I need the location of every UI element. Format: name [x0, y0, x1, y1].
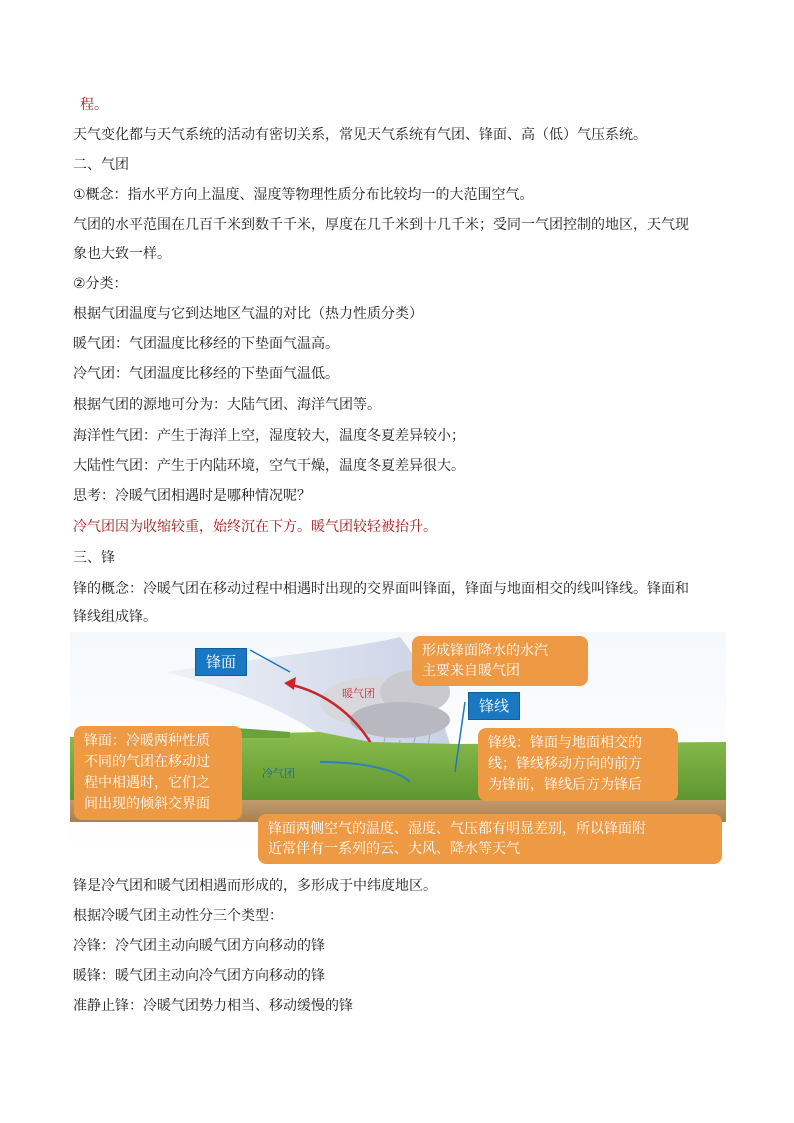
callout-front-line	[478, 728, 678, 801]
paragraph-line: 天气变化都与天气系统的活动有密切关系，常见天气系统有气团、锋面、高（低）气压系统。	[73, 127, 647, 143]
cold-mass-label: 冷气团	[262, 767, 295, 780]
paragraph-line: 大陆性气团：产生于内陆环境，空气干燥，温度冬夏差异很大。	[73, 458, 465, 474]
paragraph-line: 锋线组成锋。	[73, 609, 157, 625]
callout-line: 锋线：锋面与地面相交的	[488, 735, 642, 751]
paragraph-line: ①概念：指水平方向上温度、湿度等物理性质分布比较均一的大范围空气。	[73, 187, 534, 203]
callout-line: 锋面两侧空气的温度、湿度、气压都有明显差别，所以锋面附	[268, 821, 646, 837]
callout-weather	[258, 814, 722, 864]
callout-line: 线；锋线移动方向的前方	[488, 756, 642, 772]
paragraph-line: 冷气团：气团温度比移经的下垫面气温低。	[73, 366, 339, 382]
paragraph-line: 思考：冷暖气团相遇时是哪种情况呢？	[73, 488, 311, 504]
paragraph-line: 锋的概念：冷暖气团在移动过程中相遇时出现的交界面叫锋面，锋面与地面相交的线叫锋线。锋面和	[73, 581, 689, 597]
callout-line: 形成锋面降水的水汽	[422, 643, 548, 659]
paragraph-line: 海洋性气团：产生于海洋上空，湿度较大，温度冬夏差异较小；	[73, 428, 465, 444]
paragraph-line: 准静止锋：冷暖气团势力相当、移动缓慢的锋	[73, 998, 353, 1014]
paragraph-line: 暖锋：暖气团主动向冷气团方向移动的锋	[73, 968, 325, 984]
paragraph-line: 冷气团因为收缩较重，始终沉在下方。暖气团较轻被抬升。	[73, 519, 437, 535]
front-line-label: 锋线	[468, 692, 520, 720]
callout-vapor	[412, 636, 588, 686]
callout-line: 为锋前，锋线后方为锋后	[488, 777, 642, 793]
front-diagram	[70, 632, 726, 862]
paragraph-line: 气团的水平范围在几百千米到数千千米，厚度在几千米到十几千米；受同一气团控制的地区，天气现	[73, 217, 689, 233]
callout-front-surface	[74, 726, 242, 820]
callout-line: 不同的气团在移动过	[84, 754, 210, 770]
callout-line: 间出现的倾斜交界面	[84, 796, 210, 812]
callout-line: 近常伴有一系列的云、大风、降水等天气	[268, 841, 520, 857]
paragraph-line: 象也大致一样。	[73, 246, 171, 262]
paragraph-line: ②分类：	[73, 276, 128, 292]
front-surface-label: 锋面	[195, 648, 247, 676]
warm-mass-label: 暖气团	[342, 687, 375, 700]
paragraph-line: 程。	[80, 97, 108, 113]
callout-line: 程中相遇时，它们之	[84, 775, 210, 791]
paragraph-line: 根据气团的源地可分为：大陆气团、海洋气团等。	[73, 397, 381, 413]
paragraph-line: 冷锋：冷气团主动向暖气团方向移动的锋	[73, 938, 325, 954]
section-heading: 三、锋	[73, 550, 115, 566]
callout-line: 主要来自暖气团	[422, 663, 520, 679]
callout-line: 锋面：冷暖两种性质	[84, 733, 210, 749]
paragraph-line: 暖气团：气团温度比移经的下垫面气温高。	[73, 336, 339, 352]
paragraph-line: 根据冷暖气团主动性分三个类型：	[73, 908, 283, 924]
section-heading: 二、气团	[73, 157, 129, 173]
paragraph-line: 根据气团温度与它到达地区气温的对比（热力性质分类）	[73, 306, 423, 322]
paragraph-line: 锋是冷气团和暖气团相遇而形成的，多形成于中纬度地区。	[73, 878, 437, 894]
